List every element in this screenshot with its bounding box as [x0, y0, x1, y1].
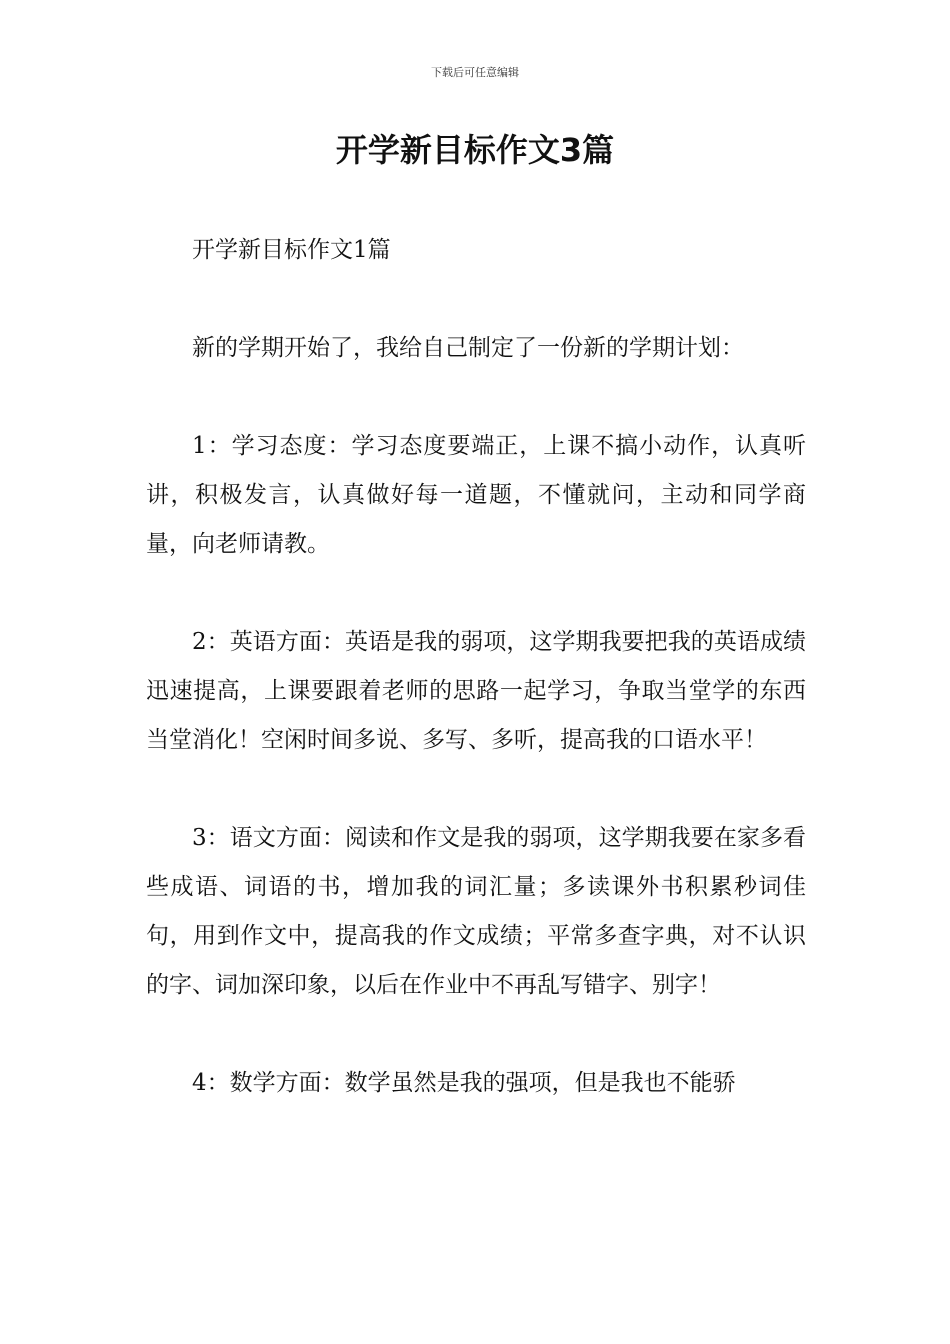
paragraph-study-attitude: 1：学习态度：学习态度要端正，上课不搞小动作，认真听讲，积极发言，认真做好每一道题，不懂就问，主动和同学商量，向老师请教。: [146, 433, 806, 557]
paragraph-chinese: 3：语文方面：阅读和作文是我的弱项，这学期我要在家多看些成语、词语的书，增加我的词汇量；多读课外书积累秒词佳句，用到作文中，提高我的作文成绩；平常多查字典，对不认识的字、词加深印象，以后在作业中不再乱写错字、别字！: [146, 825, 806, 998]
header-note: 下载后可任意编辑: [431, 66, 519, 79]
section-title: 开学新目标作文1篇: [192, 237, 391, 263]
document-body: [146, 226, 806, 1108]
paragraph-intro: 新的学期开始了，我给自己制定了一份新的学期计划：: [192, 335, 744, 361]
paragraph-english: 2：英语方面：英语是我的弱项，这学期我要把我的英语成绩迅速提高，上课要跟着老师的思路一起学习，争取当堂学的东西当堂消化！空闲时间多说、多写、多听，提高我的口语水平！: [146, 629, 806, 753]
document-title: 开学新目标作文3篇: [335, 131, 615, 169]
paragraph-math: 4：数学方面：数学虽然是我的强项，但是我也不能骄: [192, 1070, 736, 1096]
